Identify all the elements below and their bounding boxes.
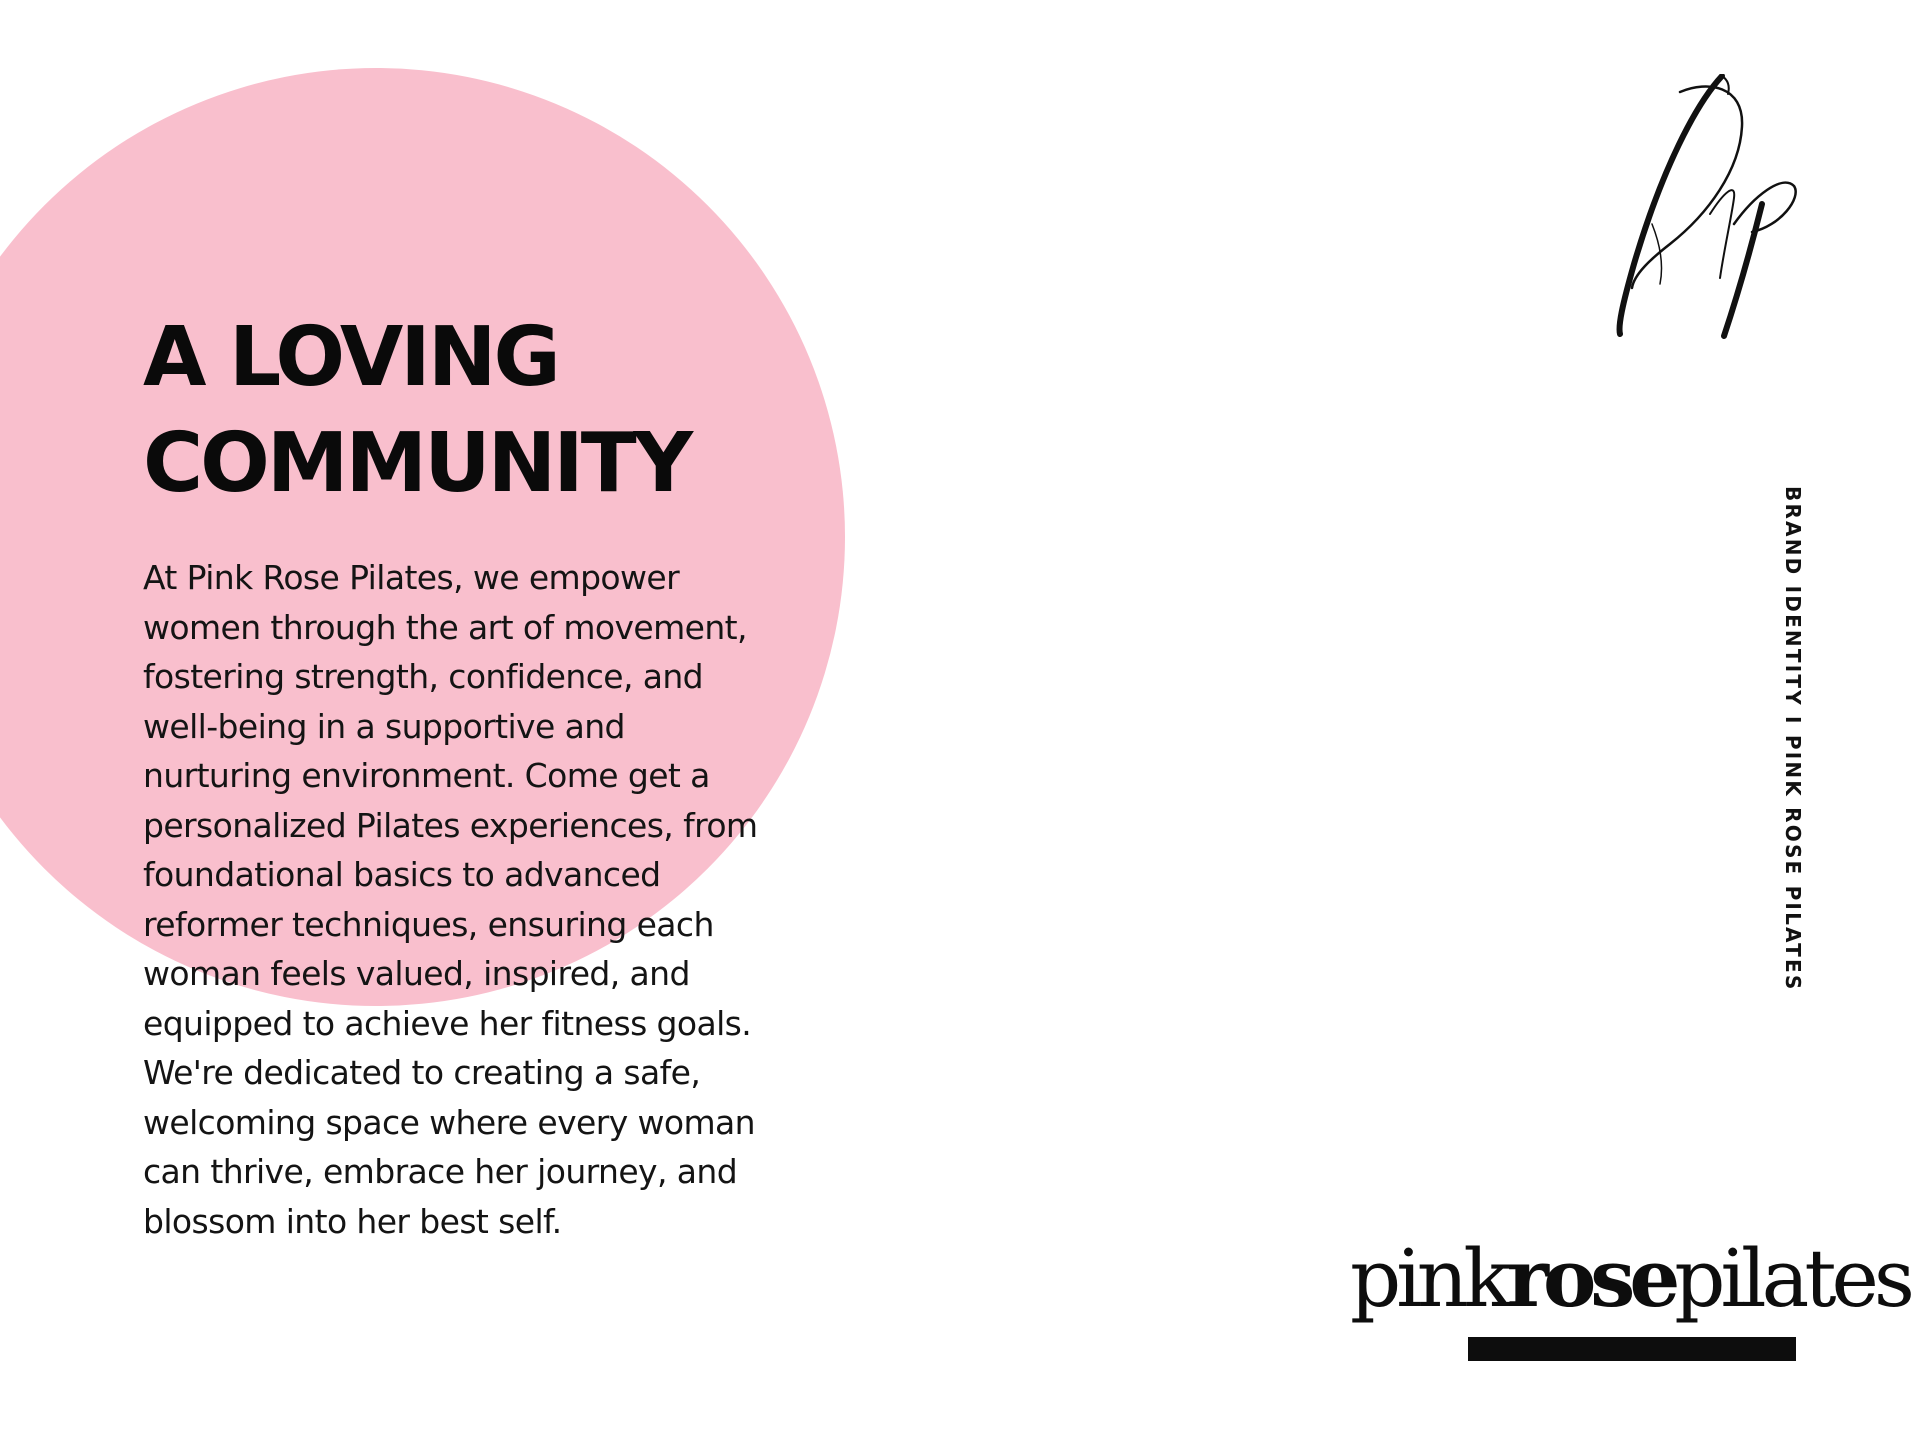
side-caption: BRAND IDENTITY I PINK ROSE PILATES xyxy=(1781,486,1805,992)
brand-wordmark xyxy=(1350,1228,1910,1329)
content-block xyxy=(143,305,783,1246)
body-paragraph: At Pink Rose Pilates, we empower women through the art of movement, fostering strength, confidence, and well-being in a supportive and nurturing environment. Come get a personalized Pilates experiences, from foundational basics to advanced reformer techniques, ensuring each woman feels valued, inspired, and equipped to achieve her fitness goals. We're dedicated to creating a safe, welcoming space where every woman can thrive, embrace her journey, and blossom into her best self. xyxy=(143,558,758,1241)
page-title xyxy=(143,305,783,517)
wordmark-rose: rose xyxy=(1506,1231,1675,1325)
script-pp-monogram-icon xyxy=(1612,74,1802,344)
wordmark-underline-bar xyxy=(1468,1337,1796,1361)
title-line-1: A LOVING xyxy=(143,310,558,405)
wordmark-pilates: pilates xyxy=(1674,1232,1910,1325)
title-line-2: COMMUNITY xyxy=(143,416,691,511)
wordmark-pink: pink xyxy=(1350,1232,1507,1325)
